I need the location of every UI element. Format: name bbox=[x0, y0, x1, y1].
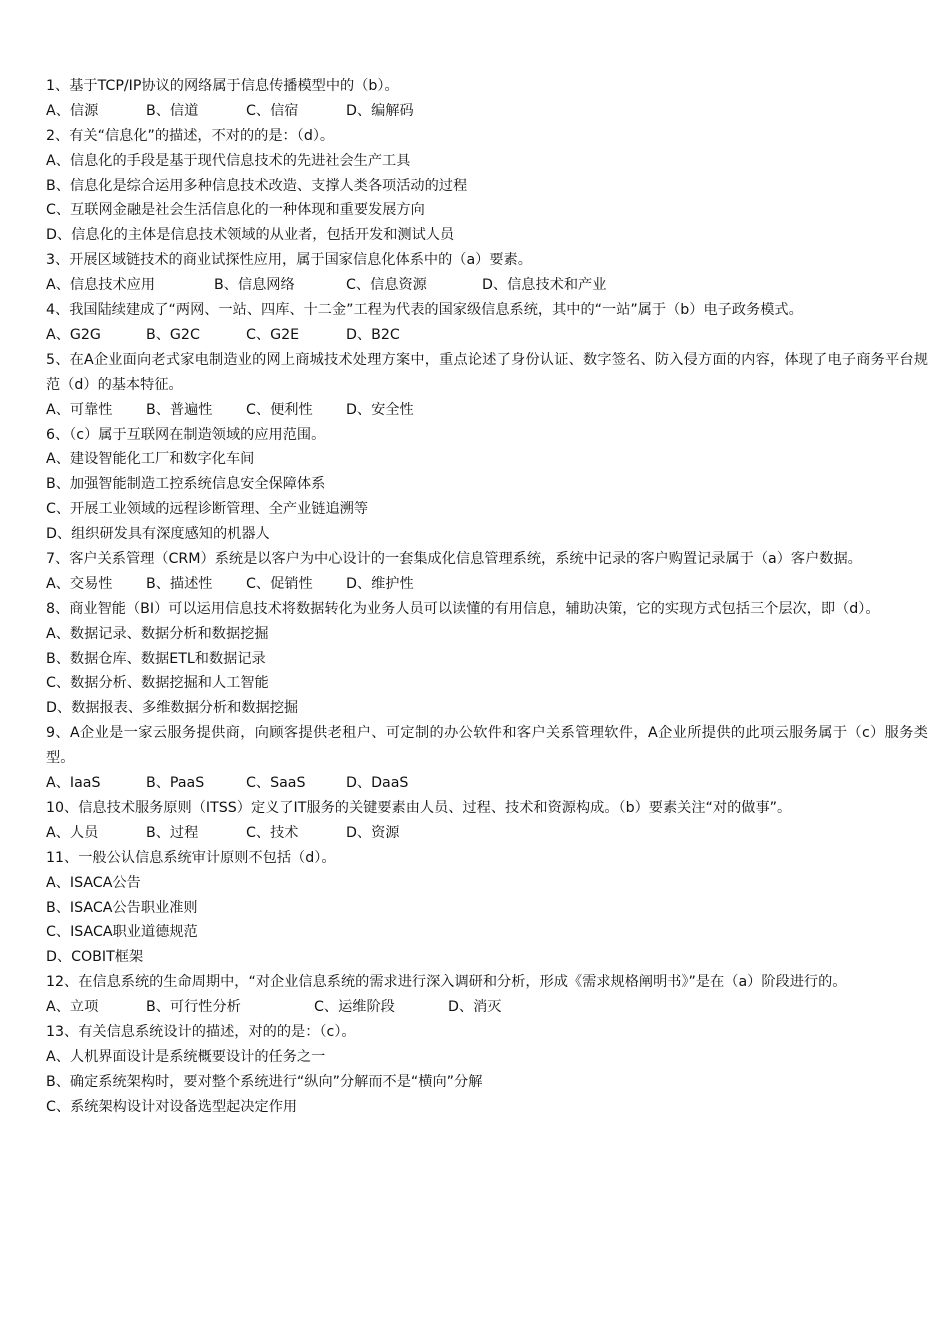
question-9-stem: 9、A企业是一家云服务提供商，向顾客提供老租户、可定制的办公软件和客户关系管理软件，A企业所提供的此项云服务属于（c）服务类型。 bbox=[46, 725, 928, 767]
question-6-option-d: D、组织研发具有深度感知的机器人 bbox=[46, 526, 270, 543]
option-d: D、消灭 bbox=[448, 999, 502, 1016]
question-13-option-c: C、系统架构设计对设备选型起决定作用 bbox=[46, 1098, 298, 1115]
option-b: B、信息网络 bbox=[214, 277, 295, 294]
option-d: D、维护性 bbox=[346, 575, 414, 592]
document-page bbox=[46, 74, 928, 1120]
question-8-option-d: D、数据报表、多维数据分析和数据挖掘 bbox=[46, 700, 299, 717]
option-d: D、信息技术和产业 bbox=[482, 277, 607, 294]
option-a: A、交易性 bbox=[46, 575, 113, 592]
option-b: B、信道 bbox=[146, 102, 199, 119]
option-a: A、信息技术应用 bbox=[46, 277, 156, 294]
option-d: D、DaaS bbox=[346, 775, 409, 792]
question-13-option-a: A、人机界面设计是系统概要设计的任务之一 bbox=[46, 1048, 326, 1065]
option-d: D、编解码 bbox=[346, 102, 414, 119]
option-d: D、资源 bbox=[346, 824, 400, 841]
option-b: B、可行性分析 bbox=[146, 999, 241, 1016]
question-8-option-b: B、数据仓库、数据ETL和数据记录 bbox=[46, 650, 266, 667]
question-2-option-a: A、信息化的手段是基于现代信息技术的先进社会生产工具 bbox=[46, 152, 411, 169]
question-2-option-b: B、信息化是综合运用多种信息技术改造、支撑人类各项活动的过程 bbox=[46, 177, 468, 194]
question-8-stem: 8、商业智能（BI）可以运用信息技术将数据转化为业务人员可以读懂的有用信息，辅助决策，它的实现方式包括三个层次，即（d）。 bbox=[46, 600, 880, 617]
option-b: B、G2C bbox=[146, 326, 200, 343]
question-1-stem: 1、基于TCP/IP协议的网络属于信息传播模型中的（b）。 bbox=[46, 78, 399, 94]
option-a: A、人员 bbox=[46, 824, 99, 841]
question-11-option-c: C、ISACA职业道德规范 bbox=[46, 924, 198, 941]
question-4-stem: 4、我国陆续建成了“两网、一站、四库、十二金”工程为代表的国家级信息系统，其中的“一站”属于（b）电子政务模式。 bbox=[46, 302, 803, 319]
option-b: B、过程 bbox=[146, 824, 199, 841]
question-13-option-b: B、确定系统架构时，要对整个系统进行“纵向”分解而不是“横向”分解 bbox=[46, 1073, 483, 1090]
option-b: B、PaaS bbox=[146, 775, 205, 792]
question-2-option-c: C、互联网金融是社会生活信息化的一种体现和重要发展方向 bbox=[46, 202, 425, 219]
option-c: C、促销性 bbox=[246, 575, 313, 592]
question-8-option-c: C、数据分析、数据挖掘和人工智能 bbox=[46, 675, 269, 692]
option-c: C、G2E bbox=[246, 326, 300, 343]
option-d: D、安全性 bbox=[346, 401, 414, 418]
option-c: C、便利性 bbox=[246, 401, 313, 418]
question-6-stem: 6、（c）属于互联网在制造领域的应用范围。 bbox=[46, 426, 326, 443]
question-5-options bbox=[46, 398, 928, 423]
question-12-stem: 12、在信息系统的生命周期中，“对企业信息系统的需求进行深入调研和分析，形成《需求规格阐明书》”是在（a）阶段进行的。 bbox=[46, 974, 847, 991]
question-2-option-d: D、信息化的主体是信息技术领域的从业者，包括开发和测试人员 bbox=[46, 227, 455, 244]
question-9-options bbox=[46, 771, 928, 796]
option-a: A、立项 bbox=[46, 999, 99, 1016]
question-11-option-d: D、COBIT框架 bbox=[46, 949, 144, 966]
question-6-option-a: A、建设智能化工厂和数字化车间 bbox=[46, 451, 255, 468]
question-11-option-b: B、ISACA公告职业准则 bbox=[46, 899, 198, 916]
option-c: C、信息资源 bbox=[346, 277, 427, 294]
question-2-stem: 2、有关“信息化”的描述，不对的的是：（d）。 bbox=[46, 127, 335, 144]
question-4-options bbox=[46, 323, 928, 348]
question-8-option-a: A、数据记录、数据分析和数据挖掘 bbox=[46, 625, 269, 642]
question-6-option-c: C、开展工业领域的远程诊断管理、全产业链追溯等 bbox=[46, 501, 369, 518]
option-b: B、描述性 bbox=[146, 575, 213, 592]
question-5-stem: 5、在A企业面向老式家电制造业的网上商城技术处理方案中，重点论述了身份认证、数字签名、防入侵方面的内容，体现了电子商务平台规范（d）的基本特征。 bbox=[46, 351, 928, 393]
option-c: C、运维阶段 bbox=[314, 999, 395, 1016]
question-7-options bbox=[46, 572, 928, 597]
option-d: D、B2C bbox=[346, 326, 400, 343]
option-c: C、SaaS bbox=[246, 775, 306, 792]
question-12-options bbox=[46, 995, 928, 1020]
question-3-options bbox=[46, 273, 928, 298]
option-a: A、IaaS bbox=[46, 775, 101, 792]
option-a: A、信源 bbox=[46, 102, 99, 119]
question-11-option-a: A、ISACA公告 bbox=[46, 874, 141, 891]
question-1-options bbox=[46, 99, 928, 124]
option-a: A、可靠性 bbox=[46, 401, 113, 418]
option-c: C、技术 bbox=[246, 824, 299, 841]
question-6-option-b: B、加强智能制造工控系统信息安全保障体系 bbox=[46, 476, 326, 493]
question-7-stem: 7、客户关系管理（CRM）系统是以客户为中心设计的一套集成化信息管理系统，系统中记录的客户购置记录属于（a）客户数据。 bbox=[46, 550, 862, 567]
option-b: B、普遍性 bbox=[146, 401, 213, 418]
question-13-stem: 13、有关信息系统设计的描述，对的的是：（c）。 bbox=[46, 1023, 356, 1040]
question-3-stem: 3、开展区域链技术的商业试探性应用，属于国家信息化体系中的（a）要素。 bbox=[46, 252, 532, 269]
option-a: A、G2G bbox=[46, 326, 101, 343]
question-10-options bbox=[46, 821, 928, 846]
question-10-stem: 10、信息技术服务原则（ITSS）定义了IT服务的关键要素由人员、过程、技术和资源构成。（b）要素关注“对的做事”。 bbox=[46, 799, 792, 816]
question-11-stem: 11、一般公认信息系统审计原则不包括（d）。 bbox=[46, 849, 336, 866]
option-c: C、信宿 bbox=[246, 102, 299, 119]
